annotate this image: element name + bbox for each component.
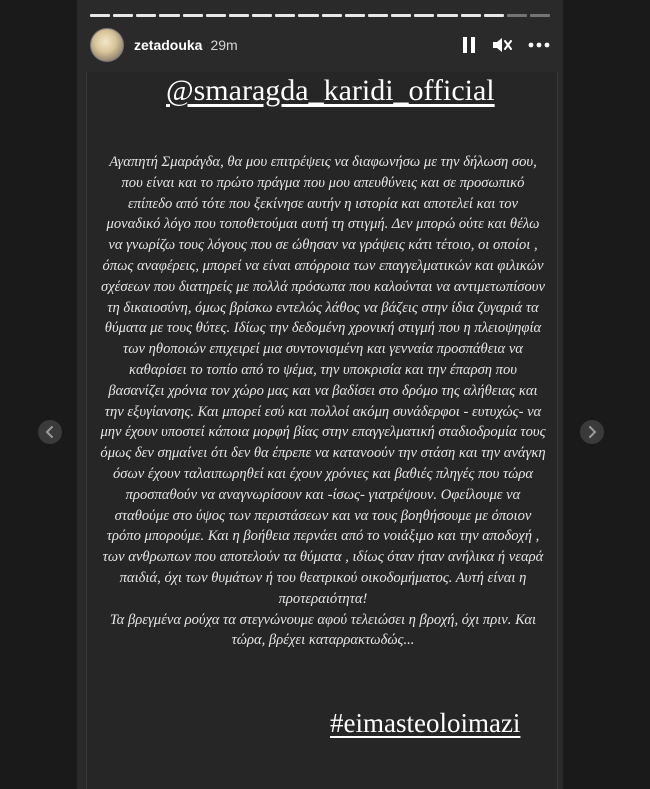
next-story-button[interactable] [580,420,604,444]
progress-segment [507,14,527,17]
progress-segment [252,14,272,17]
progress-segment [345,14,365,17]
story-header [90,28,550,62]
progress-segment [437,14,457,17]
progress-segment [298,14,318,17]
progress-segment [275,14,295,17]
progress-segment [229,14,249,17]
progress-segment [113,14,133,17]
progress-segment [322,14,342,17]
progress-segment [183,14,203,17]
hashtag-link[interactable]: #eimasteoloimazi [330,708,521,738]
progress-segment [391,14,411,17]
mute-icon[interactable] [492,36,512,54]
previous-story-button[interactable] [38,420,62,444]
username[interactable]: zetadouka [134,37,203,53]
avatar[interactable] [90,28,124,62]
mention-link[interactable]: @smaragda_karidi_official [166,74,495,107]
progress-segment [136,14,156,17]
message-paragraph: Τα βρεγμένα ρούχα τα στεγνώνουμε αφού τελειώσει η βροχή, όχι πριν. Και τώρα, βρέχει καταρρακτωδώς... [109,611,537,649]
story-progress-bar [90,14,550,17]
chevron-left-icon [44,426,56,438]
more-icon[interactable] [528,42,550,48]
progress-segment [461,14,481,17]
chevron-right-icon [586,426,598,438]
progress-segment [484,14,504,17]
progress-segment [206,14,226,17]
story-controls [462,36,550,54]
progress-segment [368,14,388,17]
progress-segment [414,14,434,17]
post-time: 29m [210,37,238,53]
progress-segment [530,14,550,17]
progress-segment [90,14,110,17]
progress-segment [159,14,179,17]
story-message [100,152,546,651]
pause-icon[interactable] [462,37,476,53]
message-paragraph: Αγαπητή Σμαράγδα, θα μου επιτρέψεις να διαφωνήσω με την δήλωση σου, που είναι και το πρώτο πράγμα που μου απευθύνεις και σε προσωπικό επίπεδο από τότε που ξεκίνησε αυτήν η ιστορία και αποτελεί και τον μοναδικό λόγο που τοποθετούμαι αυτή τη στιγμή. Δεν μπορώ ούτε και θέλω να γνωρίζω τους λόγους που σε ώθησαν να γράψεις κάτι τέτοιο, οι οποίοι , όπως αναφέρεις, μπορεί να είναι απόρροια των επαγγελματικών και φιλικών σχέσεων που διατηρείς με πολλά πρόσωπα που καλούνται να αντιμετωπίσουν τη δικαιοσύνη, όμως βρίσκω εντελώς λάθος να βάζεις στην ίδια ζυγαριά τα θύματα με τους θύτες. Ιδίως την δεδομένη χρονική στιγμή που η πλειοψηφία των ηθοποιών επιχειρεί μια συντονισμένη και γενναία προσπάθεια να καθαρίσει το τοπίο από το ψέμα, την υποκρισία και την έπαρση που βασανίζει χρόνια τον χώρο μας και να βαδίσει στο δρόμο της αλήθειας και την εξυγίανσης. Και μπορεί εσύ και πολλοί ακόμη συνάδερφοι - ευτυχώς- να μην έχουν υποστεί κάποια μορφή βίας στην επαγγελματική σταδιοδρομία τους όμως δεν σημαίνει ότι δεν θα έπρεπε να κατανοούν την στάση και την ανάγκη όσων έχουν ταλαιπωρηθεί και έχουν χρόνιες και βαθιές πληγές που τώρα προσπαθούν να αναγνωρίσουν και -ίσως- γιατρέψουν. Οφείλουμε να σταθούμε στο ύψος των περιστάσεων και να τους βοηθήσουμε με όποιον τρόπο μπορούμε. Και η βοήθεια περνάει από το νοιάξιμο και την αποδοχή , των ανθρωπων που αποτελούν τα θύματα , ιδίως όταν ήταν ανήλικα ή νεαρά παιδιά, όχι των θυμάτων ή του θεατρικού οικοδομήματος. Αυτή είναι η προτεραιότητα! [100,154,546,607]
